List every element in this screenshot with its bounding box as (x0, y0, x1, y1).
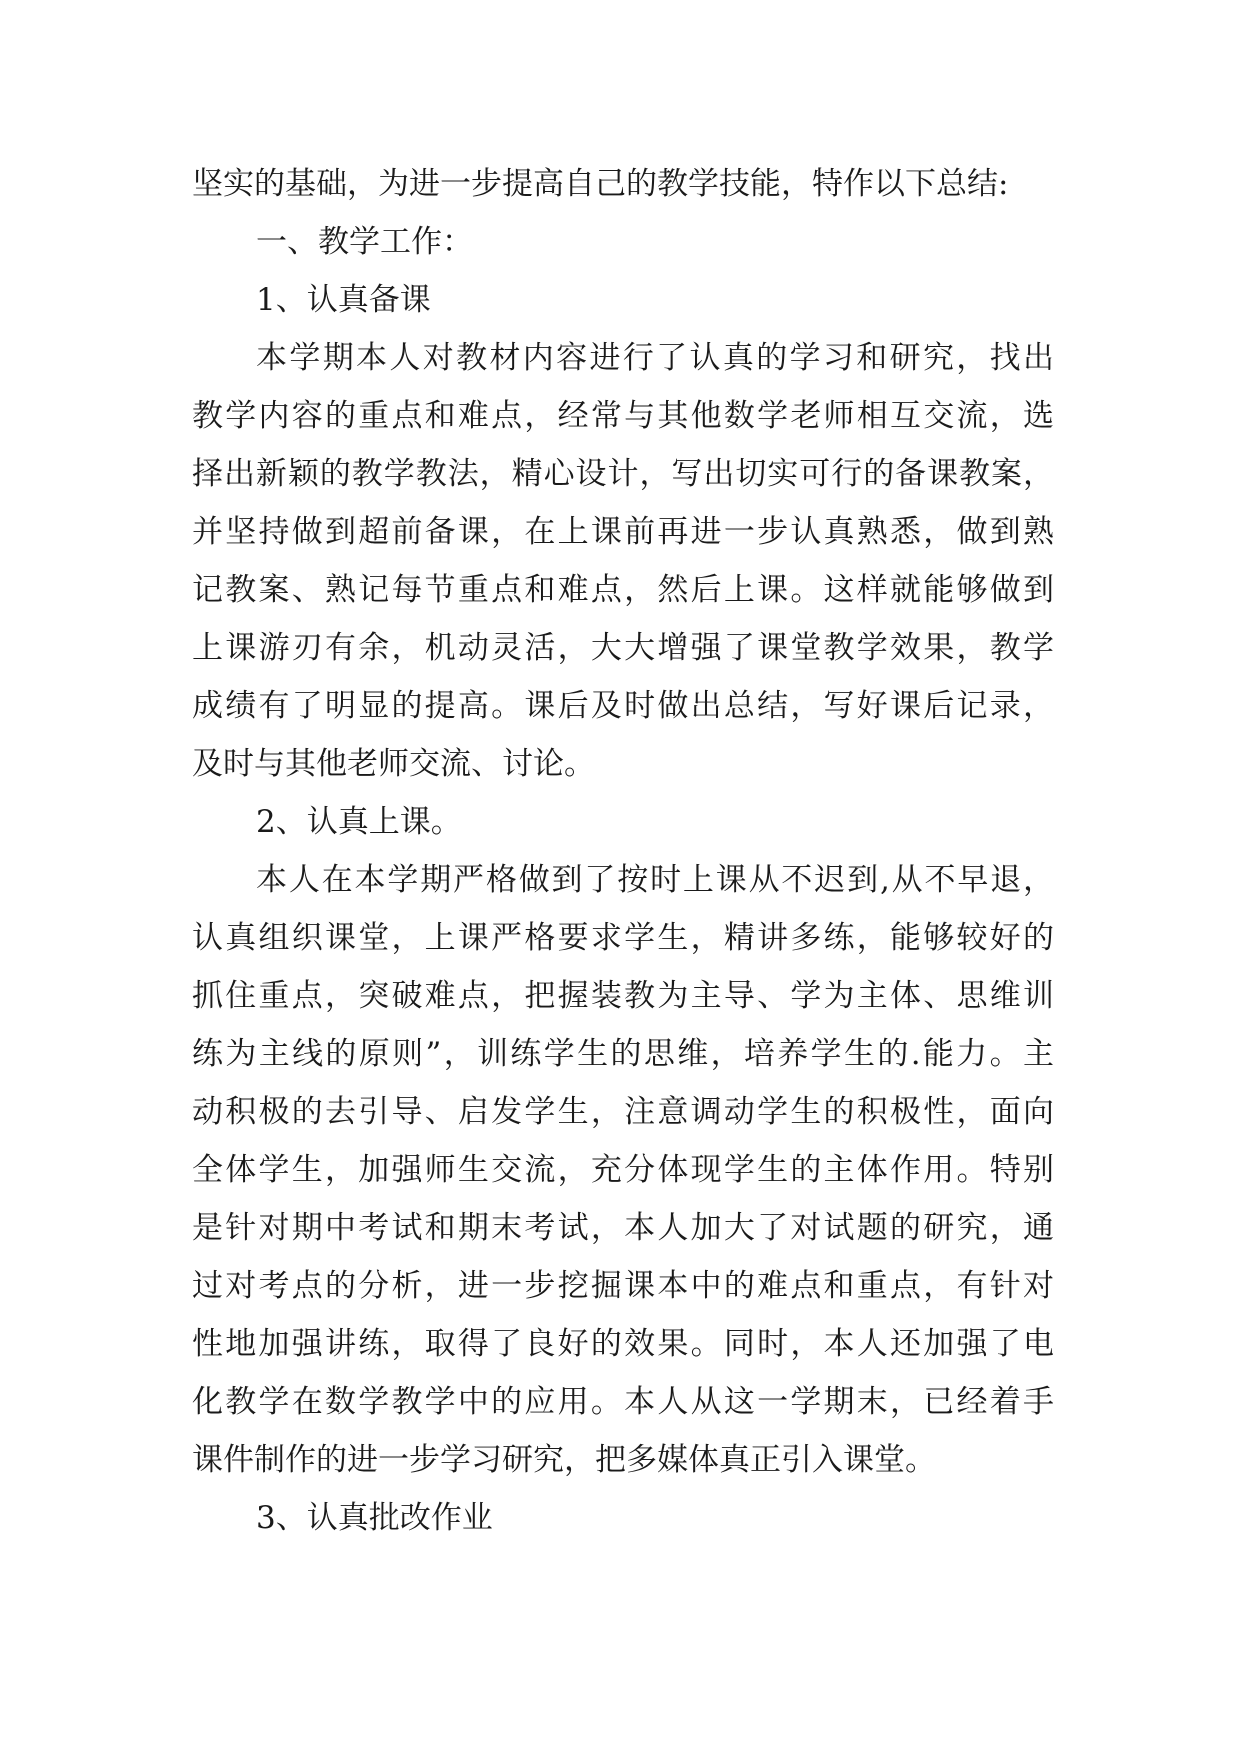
paragraph-line: 坚实的基础，为进一步提高自己的教学技能，特作以下总结: (192, 166, 1009, 202)
paragraph-line: 上课游刃有余，机动灵活，大大增强了课堂教学效果，教学 (192, 630, 1054, 666)
subsection-heading: 3、认真批改作业 (256, 1500, 493, 1536)
paragraph-line: 动积极的去引导、启发学生，注意调动学生的积极性，面向 (192, 1094, 1054, 1130)
subsection-heading: 1、认真备课 (256, 282, 431, 318)
paragraph-line: 本学期本人对教材内容进行了认真的学习和研究，找出 (256, 340, 1054, 376)
section-heading: 一、教学工作： (256, 224, 473, 260)
paragraph-line: 记教案、熟记每节重点和难点，然后上课。这样就能够做到 (192, 572, 1054, 608)
paragraph-line: 过对考点的分析，进一步挖掘课本中的难点和重点，有针对 (192, 1268, 1054, 1304)
paragraph-line: 本人在本学期严格做到了按时上课从不迟到,从不早退， (256, 862, 1054, 898)
paragraph-line: 性地加强讲练，取得了良好的效果。同时，本人还加强了电 (192, 1326, 1054, 1362)
subsection-heading: 2、认真上课。 (256, 804, 462, 840)
paragraph-line: 全体学生，加强师生交流，充分体现学生的主体作用。特别 (192, 1152, 1054, 1188)
paragraph-line: 化教学在数学教学中的应用。本人从这一学期末，已经着手 (192, 1384, 1054, 1420)
paragraph-line: 教学内容的重点和难点，经常与其他数学老师相互交流，选 (192, 398, 1054, 434)
paragraph-line: 练为主线的原则”，训练学生的思维，培养学生的.能力。主 (192, 1036, 1054, 1072)
paragraph-line: 认真组织课堂，上课严格要求学生，精讲多练，能够较好的 (192, 920, 1054, 956)
paragraph-line: 择出新颖的教学教法，精心设计，写出切实可行的备课教案， (192, 456, 1054, 492)
paragraph-line: 课件制作的进一步学习研究，把多媒体真正引入课堂。 (192, 1442, 936, 1478)
paragraph-line: 并坚持做到超前备课，在上课前再进一步认真熟悉，做到熟 (192, 514, 1054, 550)
paragraph-line: 成绩有了明显的提高。课后及时做出总结，写好课后记录， (192, 688, 1054, 724)
document-body (192, 155, 1054, 1547)
paragraph-line: 抓住重点，突破难点，把握装教为主导、学为主体、思维训 (192, 978, 1054, 1014)
paragraph-line: 及时与其他老师交流、讨论。 (192, 746, 595, 782)
paragraph-line: 是针对期中考试和期末考试，本人加大了对试题的研究，通 (192, 1210, 1054, 1246)
